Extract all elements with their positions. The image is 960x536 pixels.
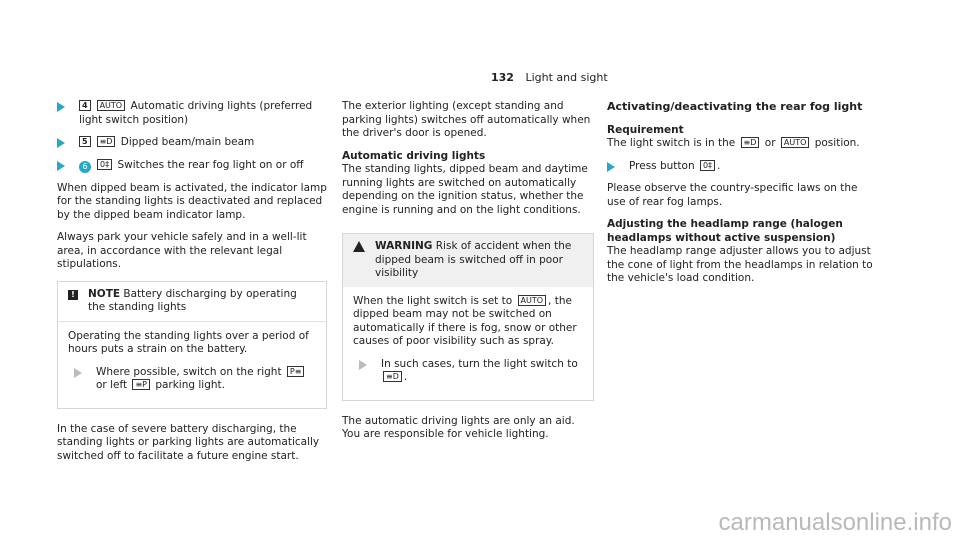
paragraph: The headlamp range adjuster allows you to adjust the cone of light from the headlamps in relation to the vehicle's load condition.	[607, 245, 873, 284]
column-1	[57, 100, 327, 472]
left-parking-light-icon: ≡P	[132, 379, 150, 390]
exclamation-icon: !	[68, 290, 78, 300]
column-3	[607, 100, 877, 295]
note-body: Operating the standing lights over a period of hours puts a strain on the battery.	[68, 329, 309, 355]
warning-body-a: When the light switch is set to	[353, 294, 513, 307]
step-text: Press button	[629, 159, 695, 172]
page-header	[491, 71, 608, 85]
note-title: Battery discharging by operating the standing lights	[88, 287, 297, 313]
warning-box	[342, 233, 594, 401]
requirement-label: Requirement	[607, 123, 684, 136]
section-heading-2: Adjusting the headlamp range (halogen headlamps without active suspension)	[607, 218, 843, 244]
paragraph: When dipped beam is activated, the indicator lamp for the standing lights is deactivated and replaced by the dipped beam indicator lamp.	[57, 181, 327, 221]
step-text: Automatic driving lights (preferred light switch position)	[79, 100, 313, 126]
paragraph: The automatic driving lights are only an aid. You are responsible for vehicle lighting.	[342, 414, 575, 440]
requirement-text	[607, 137, 877, 151]
note-step	[74, 366, 316, 393]
step-auto	[57, 100, 327, 127]
warning-title: Risk of accident when the dipped beam is switched off in poor visibility	[375, 240, 572, 279]
step-arrow-icon	[57, 138, 65, 148]
dipped-beam-icon: ≡D	[97, 136, 116, 147]
step-press-button	[607, 160, 877, 174]
note-step-text-c: parking light.	[155, 379, 225, 391]
step-arrow-icon	[57, 102, 65, 112]
warning-label: WARNING	[375, 240, 433, 252]
paragraph: The standing lights, dipped beam and daytime running lights are switched on automatically depending on the ignition status, whether the engine is running and on the light conditions.	[342, 163, 588, 216]
paragraph: In the case of severe battery discharging, the standing lights or parking lights are automatically switched off to facilitate a future engine start.	[57, 422, 320, 462]
paragraph: The exterior lighting (except standing and parking lights) switches off automatically when the driver's door is opened.	[342, 100, 591, 139]
warning-step	[359, 358, 583, 385]
key-4: 4	[79, 100, 91, 111]
auto-light-icon: AUTO	[97, 100, 126, 111]
step-dipped-beam	[57, 136, 327, 150]
key-5: 5	[79, 136, 91, 147]
note-step-text-b: or left	[96, 379, 128, 391]
note-label: NOTE	[88, 287, 121, 300]
step-text: Dipped beam/main beam	[120, 136, 255, 148]
right-parking-light-icon: P≡	[287, 366, 305, 377]
step-text: Switches the rear fog light on or off	[117, 158, 304, 171]
req-text-b: or	[764, 137, 776, 149]
step-arrow-icon	[57, 161, 65, 171]
note-box	[57, 281, 327, 409]
warning-icon	[353, 241, 365, 252]
watermark: carmanualsonline.info	[718, 508, 952, 536]
paragraph: Please observe the country-specific laws on the use of rear fog lamps.	[607, 182, 858, 208]
callout-6: 6	[79, 161, 91, 173]
warning-body-b: , the dipped beam may not be switched on automatically if there is fog, snow or other causes of poor visibility such as spray.	[353, 294, 577, 347]
step-arrow-icon	[607, 162, 615, 172]
rear-fog-icon: 0‡	[700, 160, 715, 171]
paragraph: Always park your vehicle safely and in a well-lit area, in accordance with the relevant legal stipulations.	[57, 231, 307, 270]
dipped-beam-icon: ≡D	[383, 371, 402, 382]
section-title: Light and sight	[525, 71, 608, 84]
req-text-a: The light switch is in the	[607, 137, 736, 149]
auto-light-icon: AUTO	[781, 137, 810, 148]
step-end: .	[717, 159, 721, 172]
column-2	[342, 100, 594, 451]
warning-body	[353, 295, 583, 349]
warning-step-text: In such cases, turn the light switch to	[381, 357, 578, 370]
step-arrow-icon	[74, 368, 82, 378]
section-heading: Automatic driving lights	[342, 149, 486, 162]
step-rear-fog	[57, 159, 327, 173]
warning-step-end: .	[403, 371, 408, 383]
warning-header	[343, 234, 593, 287]
rear-fog-icon: 0‡	[97, 159, 112, 170]
note-step-text-a: Where possible, switch on the right	[96, 365, 282, 378]
step-arrow-icon	[359, 360, 367, 370]
dipped-beam-icon: ≡D	[741, 137, 760, 148]
section-heading: Activating/deactivating the rear fog light	[607, 100, 863, 113]
req-text-c: position.	[814, 137, 860, 149]
page-number: 132	[491, 71, 514, 84]
auto-light-icon: AUTO	[518, 295, 547, 306]
